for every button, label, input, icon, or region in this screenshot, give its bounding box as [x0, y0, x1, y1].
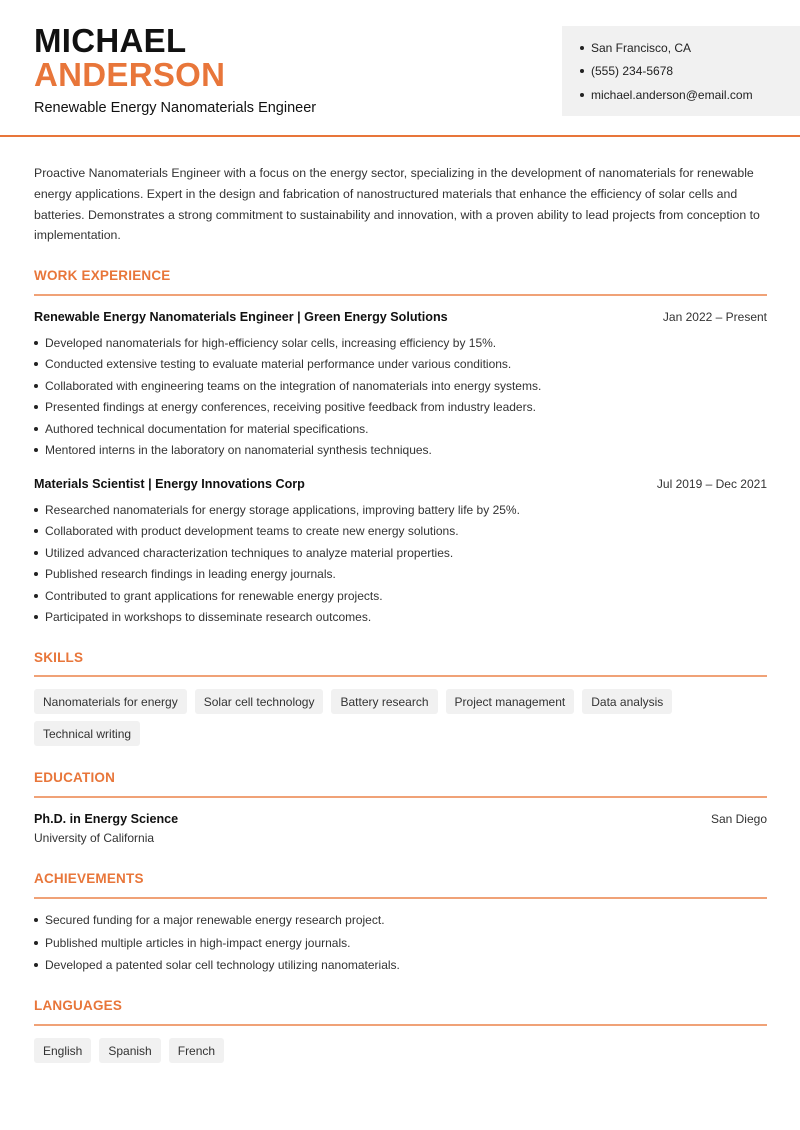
bullet-icon: [580, 69, 584, 73]
list-item: [34, 607, 767, 629]
section-title-education: EDUCATION: [34, 770, 116, 785]
bullet-icon: [580, 93, 584, 97]
job-role: Renewable Energy Nanomaterials Engineer: [34, 100, 317, 116]
bullet-icon: [34, 529, 38, 533]
skills-row: [34, 721, 140, 746]
job-bullets: [34, 332, 767, 461]
section-title-work: WORK EXPERIENCE: [34, 268, 171, 283]
phone-text: (555) 234-5678: [591, 64, 674, 79]
skill-chip: Project management: [446, 689, 575, 714]
list-item: [34, 564, 767, 586]
bullet-text: Published multiple articles in high-impact energy journals.: [45, 935, 351, 950]
bullet-icon: [580, 46, 584, 50]
list-item: [34, 932, 767, 955]
skill-chip: Battery research: [331, 689, 437, 714]
bullet-icon: [34, 405, 38, 409]
list-item: [34, 542, 767, 564]
contact-location: [580, 36, 800, 60]
list-item: [34, 909, 767, 932]
bullet-icon: [34, 427, 38, 431]
summary-paragraph: Proactive Nanomaterials Engineer with a focus on the energy sector, specializing in the development of nanomaterials for renewable energy applications. Expert in the design and fabrication of nanostructured materials that enhance the efficiency of solar cells and batteries. Demonstrates a strong commitment to sustainability and innovation, with a proven ability to lead projects from conception to implementation.: [34, 166, 760, 243]
job-title: Materials Scientist | Energy Innovations Corp: [34, 477, 305, 491]
language-chip: Spanish: [99, 1038, 160, 1063]
bullet-icon: [34, 963, 38, 967]
job-dates: Jan 2022 – Present: [662, 310, 767, 324]
bullet-text: Presented findings at energy conferences, receiving positive feedback from industry leaders.: [45, 400, 536, 415]
section-title-skills: SKILLS: [34, 650, 84, 665]
bullet-icon: [34, 551, 38, 555]
list-item: [34, 375, 767, 397]
list-item: [34, 397, 767, 419]
school-name: University of California: [34, 831, 155, 845]
bullet-text: Utilized advanced characterization techniques to analyze material properties.: [45, 545, 454, 560]
contact-email: [580, 83, 800, 107]
bullet-text: Mentored interns in the laboratory on nanomaterial synthesis techniques.: [45, 443, 432, 458]
language-chip: French: [169, 1038, 224, 1063]
skill-chip: Technical writing: [34, 721, 140, 746]
contact-box: [562, 26, 800, 116]
section-title-languages: LANGUAGES: [34, 998, 123, 1013]
bullet-text: Participated in workshops to disseminate research outcomes.: [45, 610, 372, 625]
skills-row: [34, 689, 672, 714]
bullet-icon: [34, 615, 38, 619]
bullet-icon: [34, 384, 38, 388]
bullet-icon: [34, 341, 38, 345]
language-chip: English: [34, 1038, 91, 1063]
bullet-text: Conducted extensive testing to evaluate material performance under various conditions.: [45, 357, 512, 372]
list-item: [34, 499, 767, 521]
skill-chip: Nanomaterials for energy: [34, 689, 187, 714]
bullet-text: Developed a patented solar cell technology utilizing nanomaterials.: [45, 958, 400, 973]
bullet-icon: [34, 572, 38, 576]
list-item: [34, 585, 767, 607]
skill-chip: Solar cell technology: [195, 689, 324, 714]
location-text: San Francisco, CA: [591, 40, 692, 55]
section-divider: [34, 796, 767, 798]
bullet-icon: [34, 508, 38, 512]
bullet-icon: [34, 362, 38, 366]
bullet-text: Developed nanomaterials for high-efficiency solar cells, increasing efficiency by 15%.: [45, 335, 497, 350]
languages-row: [34, 1038, 224, 1063]
section-title-achievements: ACHIEVEMENTS: [34, 871, 144, 886]
bullet-text: Collaborated with product development teams to create new energy solutions.: [45, 524, 459, 539]
job-bullets: [34, 499, 767, 628]
bullet-icon: [34, 448, 38, 452]
bullet-icon: [34, 594, 38, 598]
list-item: [34, 418, 767, 440]
list-item: [34, 332, 767, 354]
bullet-text: Contributed to grant applications for renewable energy projects.: [45, 588, 383, 603]
section-divider: [34, 675, 767, 677]
education-location: San Diego: [710, 812, 767, 826]
email-text: michael.anderson@email.com: [591, 87, 753, 102]
first-name: MICHAEL: [34, 22, 187, 59]
bullet-text: Secured funding for a major renewable energy research project.: [45, 913, 385, 928]
bullet-text: Authored technical documentation for material specifications.: [45, 421, 369, 436]
list-item: [34, 440, 767, 462]
section-divider: [34, 1024, 767, 1026]
bullet-icon: [34, 941, 38, 945]
job-dates: Jul 2019 – Dec 2021: [656, 477, 767, 491]
bullet-text: Collaborated with engineering teams on the integration of nanomaterials into energy systems.: [45, 378, 542, 393]
list-item: [34, 354, 767, 376]
resume-header: [0, 0, 800, 137]
list-item: [34, 521, 767, 543]
last-name: ANDERSON: [34, 56, 226, 93]
bullet-text: Researched nanomaterials for energy storage applications, improving battery life by 25%.: [45, 502, 520, 517]
bullet-text: Published research findings in leading energy journals.: [45, 567, 336, 582]
skill-chip: Data analysis: [582, 689, 672, 714]
job-title: Renewable Energy Nanomaterials Engineer | Green Energy Solutions: [34, 310, 448, 324]
section-divider: [34, 897, 767, 899]
list-item: [34, 954, 767, 977]
bullet-icon: [34, 918, 38, 922]
contact-phone: [580, 60, 800, 84]
degree-title: Ph.D. in Energy Science: [34, 812, 179, 826]
achievement-list: [34, 909, 767, 977]
section-divider: [34, 294, 767, 296]
